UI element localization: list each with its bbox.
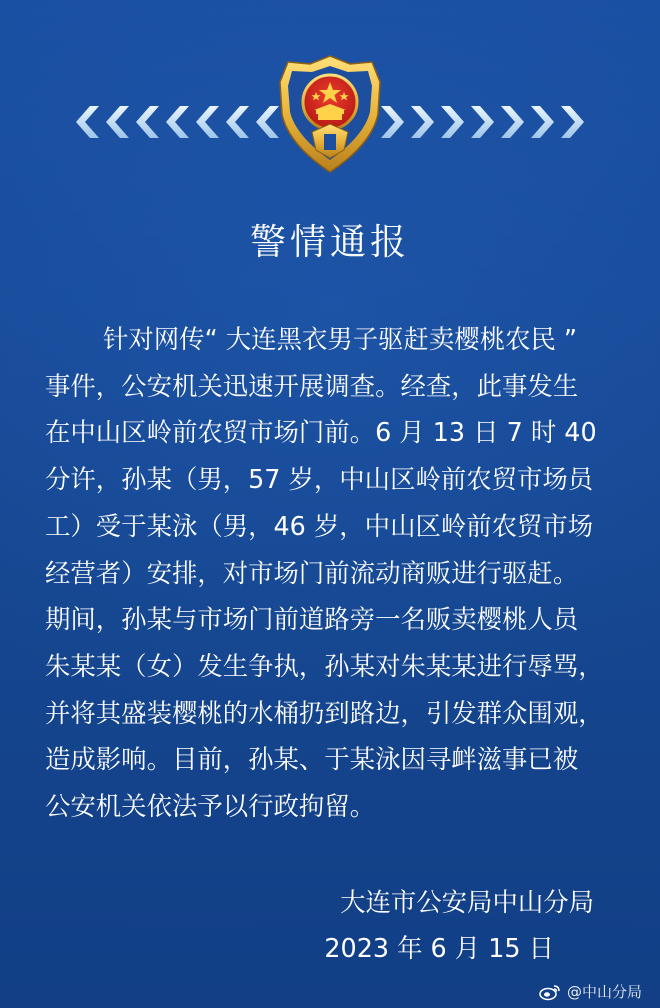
body-line: 朱某某（女）发生争执，孙某对朱某某进行辱骂， (45, 650, 604, 681)
body-line: 经营者）安排，对市场门前流动商贩进行驱赶。 (45, 557, 579, 588)
body-line: 工）受于某泳（男，46 岁，中山区岭前农贸市场 (45, 510, 594, 541)
body-line: 分许，孙某（男，57 岁，中山区岭前农贸市场员 (45, 464, 594, 495)
signature-block (324, 879, 594, 971)
body-line: 在中山区岭前农贸市场门前。6 月 13 日 7 时 40 (45, 417, 597, 448)
body-line: 公安机关依法予以行政拘留。 (45, 791, 376, 822)
body-line: 事件，公安机关迅速开展调查。经查，此事发生 (45, 370, 579, 401)
body-line: 造成影响。目前，孙某、于某泳因寻衅滋事已被 (45, 744, 579, 775)
body-line: 针对网传“ 大连黑衣男子驱赶卖樱桃农民 ” (103, 324, 578, 354)
police-emblem-icon (272, 52, 388, 176)
body-line: 期间，孙某与市场门前道路旁一名贩卖樱桃人员 (45, 604, 579, 635)
page-title: 警情通报 (249, 222, 410, 263)
notice-body (45, 316, 620, 830)
weibo-watermark (539, 981, 642, 1002)
signature-date: 2023 年 6 月 15 日 (324, 933, 554, 963)
wing-chevrons-right-icon (379, 100, 594, 144)
signature-org: 大连市公安局中山分局 (340, 887, 594, 917)
weibo-icon (539, 983, 561, 1001)
body-line: 并将其盛装樱桃的水桶扔到路边，引发群众围观， (45, 697, 604, 728)
watermark-text: @中山分局 (566, 983, 642, 1001)
wing-chevrons-left-icon (66, 100, 281, 144)
